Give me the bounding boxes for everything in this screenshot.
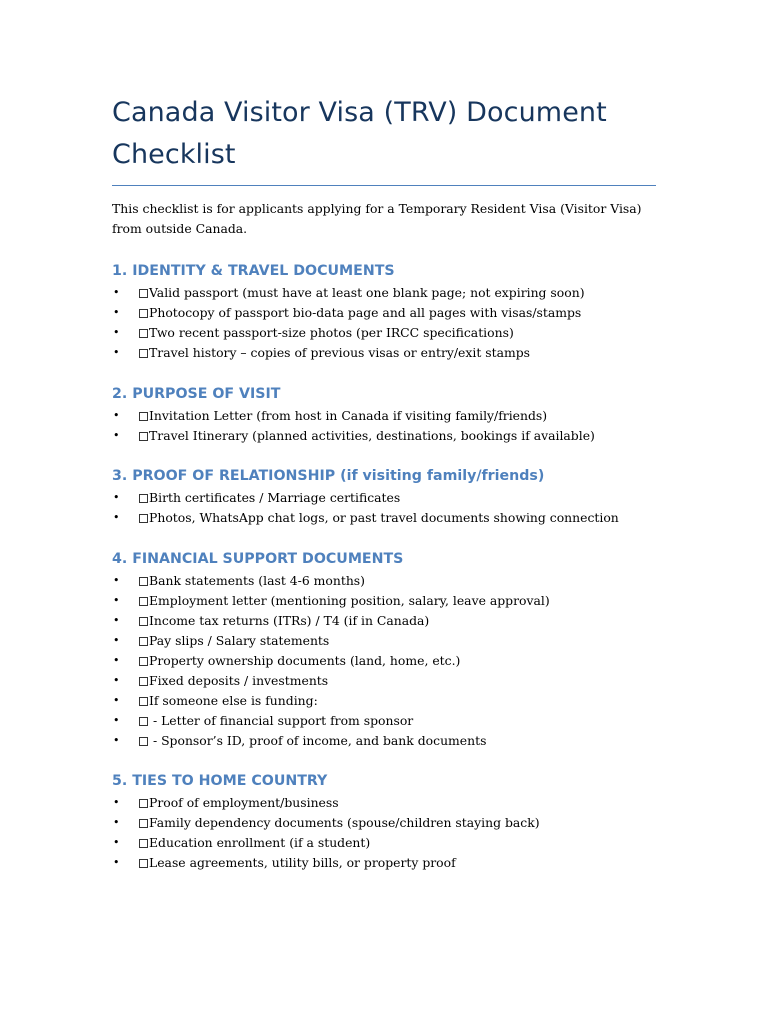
bullet-icon: • xyxy=(113,428,120,442)
checkbox-icon xyxy=(139,819,148,828)
bullet-icon: • xyxy=(113,408,120,422)
intro-paragraph: This checklist is for applicants applying for a Temporary Resident Visa (Visitor Visa) from outside Canada. xyxy=(112,201,642,236)
bullet-icon: • xyxy=(113,286,120,299)
checklist-section xyxy=(112,262,660,363)
bullet-icon: • xyxy=(113,594,120,608)
checkbox-icon xyxy=(139,799,148,808)
checklist-item-text: Photos, WhatsApp chat logs, or past travel documents showing connection xyxy=(149,510,619,526)
checklist-item xyxy=(112,508,660,528)
checklist-item-text: - Letter of financial support from sponsor xyxy=(149,712,414,728)
section-heading: 1. IDENTITY & TRAVEL DOCUMENTS xyxy=(112,263,395,279)
checklist-sections xyxy=(112,262,660,873)
checklist xyxy=(112,283,660,363)
checklist-item xyxy=(112,571,660,591)
bullet-icon: • xyxy=(113,633,120,647)
checklist-item xyxy=(112,426,660,446)
bullet-icon: • xyxy=(113,856,120,870)
checklist-section xyxy=(112,550,660,750)
checklist-item-text: Invitation Letter (from host in Canada if visiting family/friends) xyxy=(149,407,548,423)
checklist-item xyxy=(112,283,660,303)
checklist-item xyxy=(112,711,660,731)
checklist-item xyxy=(112,813,660,833)
checkbox-icon xyxy=(139,514,148,523)
bullet-icon: • xyxy=(113,733,120,747)
bullet-icon: • xyxy=(113,345,120,359)
checkbox-icon xyxy=(139,737,148,746)
checklist-item-text: Fixed deposits / investments xyxy=(149,672,329,688)
checkbox-icon xyxy=(139,329,148,338)
bullet-icon: • xyxy=(113,574,120,588)
checklist-item xyxy=(112,691,660,711)
checklist-item-text: Birth certificates / Marriage certificates xyxy=(149,490,401,506)
bullet-icon: • xyxy=(113,673,120,687)
checklist-item-text: Pay slips / Salary statements xyxy=(149,632,330,648)
page-title: Canada Visitor Visa (TRV) Document Checklist xyxy=(112,92,656,186)
checkbox-icon xyxy=(139,697,148,706)
checklist-item-text: Travel Itinerary (planned activities, destinations, bookings if available) xyxy=(149,427,595,443)
checklist-item-text: Photocopy of passport bio-data page and all pages with visas/stamps xyxy=(149,304,582,320)
checkbox-icon xyxy=(139,309,148,318)
bullet-icon: • xyxy=(113,796,120,810)
bullet-icon: • xyxy=(113,491,120,505)
bullet-icon: • xyxy=(113,511,120,525)
checkbox-icon xyxy=(139,617,148,626)
checklist xyxy=(112,406,660,446)
checkbox-icon xyxy=(139,859,148,868)
checklist xyxy=(112,488,660,528)
checklist xyxy=(112,793,660,873)
section-heading: 3. PROOF OF RELATIONSHIP (if visiting family/friends) xyxy=(112,468,545,485)
bullet-icon: • xyxy=(113,693,120,707)
checklist-item xyxy=(112,833,660,853)
section-heading: 4. FINANCIAL SUPPORT DOCUMENTS xyxy=(112,551,404,568)
bullet-icon: • xyxy=(113,713,120,727)
checklist-item xyxy=(112,323,660,343)
checklist-item-text: Proof of employment/business xyxy=(149,795,339,811)
checklist-item xyxy=(112,853,660,873)
checkbox-icon xyxy=(139,494,148,503)
checklist-item xyxy=(112,611,660,631)
bullet-icon: • xyxy=(113,836,120,850)
section-heading: 2. PURPOSE OF VISIT xyxy=(112,385,281,402)
checklist-item-text: Bank statements (last 4-6 months) xyxy=(149,573,365,589)
bullet-icon: • xyxy=(113,614,120,628)
checklist-item-text: Lease agreements, utility bills, or property proof xyxy=(149,855,456,871)
checklist-item-text: Valid passport (must have at least one blank page; not expiring soon) xyxy=(149,285,585,300)
bullet-icon: • xyxy=(113,653,120,667)
checklist-item xyxy=(112,343,660,363)
checklist-item xyxy=(112,631,660,651)
checklist xyxy=(112,571,660,750)
section-heading: 5. TIES TO HOME COUNTRY xyxy=(112,773,328,790)
checklist-item-text: Travel history – copies of previous visas or entry/exit stamps xyxy=(149,344,531,360)
checkbox-icon xyxy=(139,349,148,358)
checklist-item xyxy=(112,406,660,426)
checkbox-icon xyxy=(139,677,148,686)
checkbox-icon xyxy=(139,597,148,606)
checklist-item-text: - Sponsor’s ID, proof of income, and bank documents xyxy=(149,732,487,748)
checkbox-icon xyxy=(139,839,148,848)
checkbox-icon xyxy=(139,412,148,421)
checkbox-icon xyxy=(139,717,148,726)
checklist-item xyxy=(112,303,660,323)
checklist-item xyxy=(112,793,660,813)
checkbox-icon xyxy=(139,432,148,441)
document-body xyxy=(112,92,660,873)
checklist-section xyxy=(112,385,660,446)
checklist-item-text: Education enrollment (if a student) xyxy=(149,835,371,851)
checklist-item-text: Income tax returns (ITRs) / T4 (if in Canada) xyxy=(149,613,430,629)
checklist-item-text: If someone else is funding: xyxy=(149,692,318,708)
checkbox-icon xyxy=(139,289,148,298)
checkbox-icon xyxy=(139,657,148,666)
checklist-section xyxy=(112,467,660,528)
checklist-section xyxy=(112,772,660,873)
bullet-icon: • xyxy=(113,305,120,319)
checklist-item-text: Family dependency documents (spouse/children staying back) xyxy=(149,815,540,831)
checklist-item-text: Two recent passport-size photos (per IRCC specifications) xyxy=(149,324,514,340)
checklist-item-text: Property ownership documents (land, home, etc.) xyxy=(149,652,461,668)
checkbox-icon xyxy=(139,637,148,646)
bullet-icon: • xyxy=(113,816,120,830)
checklist-item xyxy=(112,591,660,611)
checklist-item xyxy=(112,488,660,508)
checkbox-icon xyxy=(139,577,148,586)
checklist-item xyxy=(112,731,660,751)
bullet-icon: • xyxy=(113,325,120,339)
checklist-item xyxy=(112,671,660,691)
checklist-item-text: Employment letter (mentioning position, salary, leave approval) xyxy=(149,593,550,609)
checklist-item xyxy=(112,651,660,671)
